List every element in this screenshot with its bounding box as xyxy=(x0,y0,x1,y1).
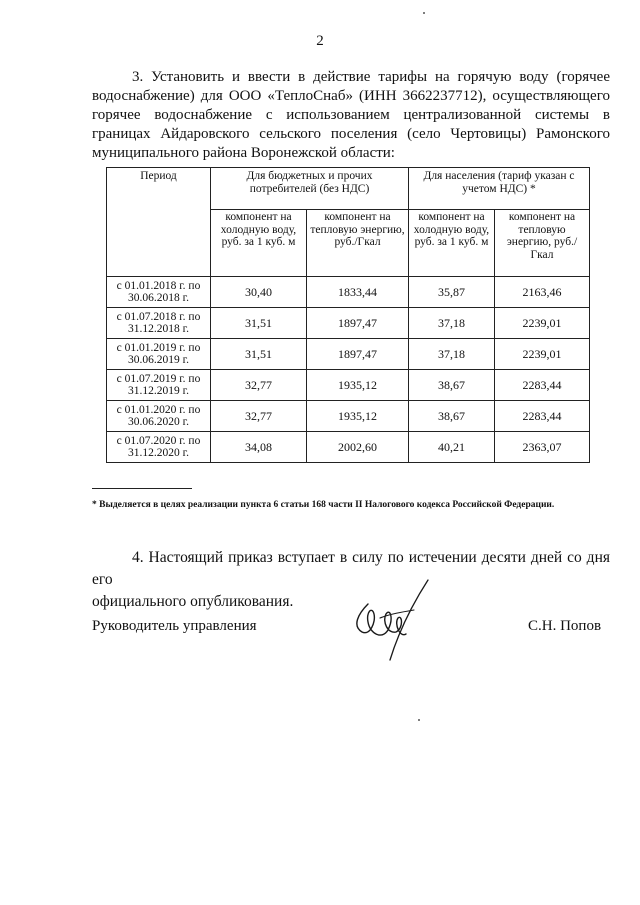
cold-water-population-header: компонент на холодную воду, руб. за 1 куб. м xyxy=(409,210,495,277)
clause-3-line: горячее водоснабжение с использованием централизованной системы в xyxy=(92,107,610,123)
heat-budget-cell: 1897,47 xyxy=(307,308,409,339)
period-cell: с 01.07.2018 г. по 31.12.2018 г. xyxy=(107,308,211,339)
period-cell: с 01.01.2018 г. по 30.06.2018 г. xyxy=(107,277,211,308)
table-row xyxy=(107,370,590,401)
cold-water-budget-cell: 31,51 xyxy=(211,308,307,339)
period-cell: с 01.01.2020 г. по 30.06.2020 г. xyxy=(107,401,211,432)
heat-budget-cell: 1935,12 xyxy=(307,370,409,401)
cold-water-population-cell: 38,67 xyxy=(409,370,495,401)
population-group-header: Для населения (тариф указан с учетом НДС) * xyxy=(409,168,590,210)
signatory-name: С.Н. Попов xyxy=(528,618,602,634)
table-row xyxy=(107,432,590,463)
heat-budget-cell: 1833,44 xyxy=(307,277,409,308)
scan-speck xyxy=(418,719,420,721)
cold-water-population-cell: 35,87 xyxy=(409,277,495,308)
clause-3-line: границах Айдаровского сельского поселения (село Чертовицы) Рамонского xyxy=(92,126,610,142)
heat-population-cell: 2239,01 xyxy=(495,308,590,339)
clause-3-line: водоснабжение) для ООО «ТеплоСнаб» (ИНН 3662237712), осуществляющего xyxy=(92,88,610,104)
period-cell: с 01.07.2020 г. по 31.12.2020 г. xyxy=(107,432,211,463)
heat-budget-cell: 1935,12 xyxy=(307,401,409,432)
tariff-table xyxy=(106,167,590,463)
clause-3-paragraph xyxy=(92,68,610,163)
cold-water-population-cell: 37,18 xyxy=(409,308,495,339)
period-cell: с 01.07.2019 г. по 31.12.2019 г. xyxy=(107,370,211,401)
table-row xyxy=(107,401,590,432)
heat-budget-cell: 1897,47 xyxy=(307,339,409,370)
table-row xyxy=(107,308,590,339)
cold-water-population-cell: 40,21 xyxy=(409,432,495,463)
cold-water-budget-cell: 32,77 xyxy=(211,401,307,432)
heat-population-cell: 2283,44 xyxy=(495,401,590,432)
footnote: * Выделяется в целях реализации пункта 6 статьи 168 части II Налогового кодекса Российской Федерации. xyxy=(92,500,555,510)
cold-water-budget-cell: 31,51 xyxy=(211,339,307,370)
footnote-separator xyxy=(92,488,192,489)
handwritten-signature xyxy=(340,574,450,664)
table-row xyxy=(107,277,590,308)
cold-water-budget-header: компонент на холодную воду, руб. за 1 куб. м xyxy=(211,210,307,277)
page-number: 2 xyxy=(316,33,324,49)
period-cell: с 01.01.2019 г. по 30.06.2019 г. xyxy=(107,339,211,370)
budget-group-header: Для бюджетных и прочих потребителей (без НДС) xyxy=(211,168,409,210)
clause-4-line: 4. Настоящий приказ вступает в силу по истечении десяти дней со дня его xyxy=(92,549,610,588)
heat-population-cell: 2283,44 xyxy=(495,370,590,401)
clause-3-line: муниципального района Воронежской области: xyxy=(92,145,395,161)
clause-3-line: 3. Установить и ввести в действие тарифы на горячую воду (горячее xyxy=(132,69,610,85)
clause-4-line: официального опубликования. xyxy=(92,593,294,610)
heat-budget-header: компонент на тепловую энергию, руб./Гкал xyxy=(307,210,409,277)
heat-budget-cell: 2002,60 xyxy=(307,432,409,463)
heat-population-cell: 2163,46 xyxy=(495,277,590,308)
heat-population-cell: 2239,01 xyxy=(495,339,590,370)
cold-water-population-cell: 37,18 xyxy=(409,339,495,370)
period-header: Период xyxy=(107,168,211,277)
heat-population-cell: 2363,07 xyxy=(495,432,590,463)
table-row xyxy=(107,339,590,370)
cold-water-budget-cell: 30,40 xyxy=(211,277,307,308)
cold-water-budget-cell: 32,77 xyxy=(211,370,307,401)
cold-water-population-cell: 38,67 xyxy=(409,401,495,432)
signatory-position: Руководитель управления xyxy=(92,618,257,634)
cold-water-budget-cell: 34,08 xyxy=(211,432,307,463)
scan-speck xyxy=(423,12,425,14)
heat-population-header: компонент на тепловую энергию, руб./Гкал xyxy=(495,210,590,277)
